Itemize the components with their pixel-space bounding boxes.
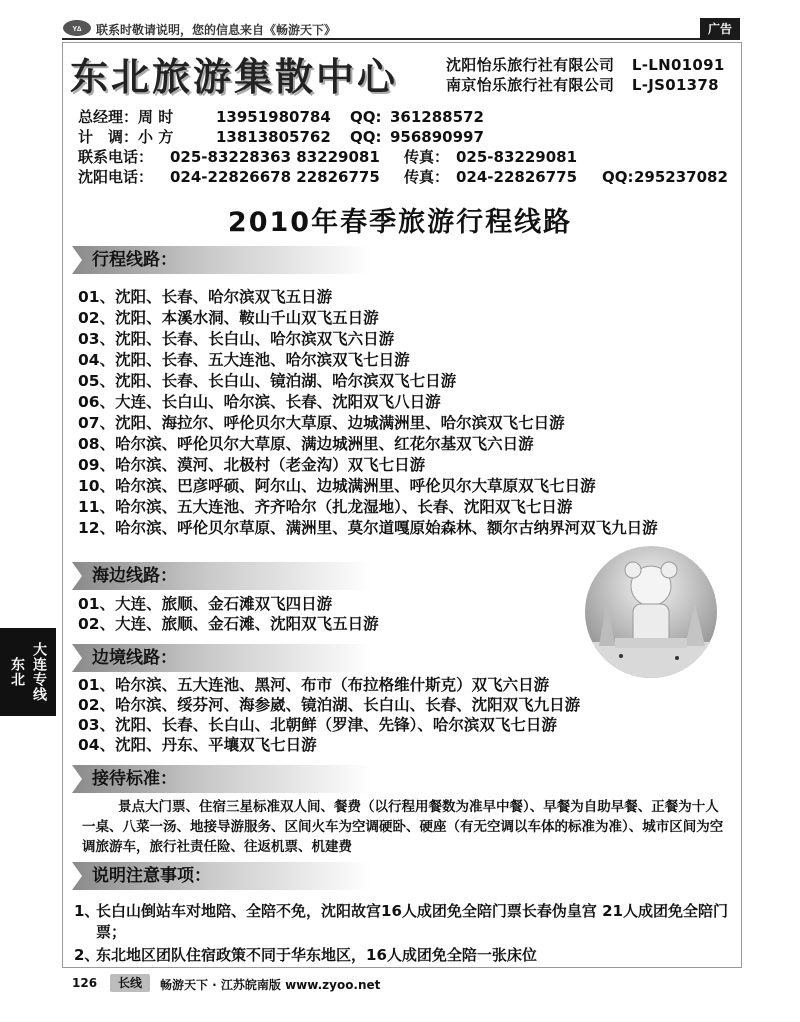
section-heading-standard: 接待标准： xyxy=(72,765,372,793)
route-item: 09、哈尔滨、漠河、北极村（老金沟）双飞七日游 xyxy=(78,456,426,474)
note-text: 长白山倒站车对地陪、全陪不免，沈阳故宫16人成团免全陪门票长春伪皇宫 21人成团免全陪门票； xyxy=(96,902,728,941)
note-number: 1、 xyxy=(74,902,100,920)
contact-label: 总经理：周 时 xyxy=(78,108,174,126)
contact-qq: 295237082 xyxy=(634,168,728,186)
note-item xyxy=(74,901,738,943)
top-note: 联系时敬请说明，您的信息来自《畅游天下》 xyxy=(96,23,337,37)
contact-qq: 361288572 xyxy=(390,108,484,126)
magazine-logo-icon xyxy=(62,18,92,38)
contact-fax: 024-22826775 xyxy=(456,168,578,186)
route-item: 01、沈阳、长春、哈尔滨双飞五日游 xyxy=(78,288,333,306)
standard-text xyxy=(82,797,732,857)
route-item: 04、沈阳、丹东、平壤双飞七日游 xyxy=(78,736,317,754)
contact-label: 传真： xyxy=(404,148,450,166)
main-title: 2010年春季旅游行程线路 xyxy=(227,207,573,238)
route-item: 06、大连、长白山、哈尔滨、长春、沈阳双飞八日游 xyxy=(78,393,441,411)
contact-label: 沈阳电话： xyxy=(78,168,154,186)
side-tab xyxy=(0,628,56,716)
svg-text:Y∆: Y∆ xyxy=(72,26,82,33)
contact-fax: 025-83229081 xyxy=(456,148,578,166)
ad-tag: 广告 xyxy=(700,18,740,40)
top-bar xyxy=(62,18,740,40)
contact-qq: 956890997 xyxy=(390,128,484,146)
section-heading-notes: 说明注意事项： xyxy=(72,862,372,890)
section-heading-itinerary: 行程线路： xyxy=(72,246,372,274)
agency-row xyxy=(446,54,725,75)
contact-label: QQ: xyxy=(350,108,382,126)
contact-label: 传真： xyxy=(404,168,450,186)
route-item: 05、沈阳、长春、长白山、镜泊湖、哈尔滨双飞七日游 xyxy=(78,372,457,390)
agency-name: 沈阳怡乐旅行社有限公司 xyxy=(446,56,615,74)
route-item: 02、哈尔滨、绥芬河、海参崴、镜泊湖、长白山、长春、沈阳双飞九日游 xyxy=(78,696,581,714)
route-item: 02、沈阳、本溪水洞、鞍山千山双飞五日游 xyxy=(78,309,379,327)
route-item: 07、沈阳、海拉尔、呼伦贝尔大草原、边城满洲里、哈尔滨双飞七日游 xyxy=(78,414,565,432)
note-text: 东北地区团队住宿政策不同于华东地区，16人成团免全陪一张床位 xyxy=(96,946,537,964)
header-title: 东北旅游集散中心 xyxy=(70,55,399,99)
section-heading-seaside: 海边线路： xyxy=(72,562,372,590)
standard-paragraph: 景点大门票、住宿三星标准双人间、餐费（以行程用餐数为准早中餐）、早餐为自助早餐、正餐为十人一桌、八菜一汤、地接导游服务、区间火车为空调硬卧、硬座（有无空调以车体的标准为准）、城市区间为空调旅游车，旅行社责任险、往返机票、机建费 xyxy=(82,799,724,855)
agency-license: L-LN01091 xyxy=(631,56,725,74)
route-item: 02、大连、旅顺、金石滩、沈阳双飞五日游 xyxy=(78,615,379,633)
contact-phone: 025-83228363 83229081 xyxy=(170,148,380,166)
contact-label: QQ: xyxy=(602,168,634,186)
footer-badge: 长线 xyxy=(110,974,150,992)
route-item: 12、哈尔滨、呼伦贝尔草原、满洲里、莫尔道嘎原始森林、额尔古纳界河双飞九日游 xyxy=(78,519,658,537)
side-tab-region: 东北 xyxy=(9,657,25,687)
contact-label: 计 调：小 方 xyxy=(78,128,174,146)
agency-license: L-JS01378 xyxy=(631,76,719,94)
route-item: 10、哈尔滨、巴彦呼硕、阿尔山、边城满洲里、呼伦贝尔大草原双飞七日游 xyxy=(78,477,596,495)
route-item: 08、哈尔滨、呼伦贝尔大草原、满边城洲里、红花尔基双飞六日游 xyxy=(78,435,534,453)
route-item: 04、沈阳、长春、五大连池、哈尔滨双飞七日游 xyxy=(78,351,410,369)
publication-info: 畅游天下 · 江苏皖南版 www.zyoo.net xyxy=(160,978,381,992)
contact-phone: 024-22826678 22826775 xyxy=(170,168,380,186)
note-number: 2、 xyxy=(74,946,100,964)
route-item: 11、哈尔滨、五大连池、齐齐哈尔（扎龙湿地）、长春、沈阳双飞七日游 xyxy=(78,498,573,516)
contact-phone: 13951980784 xyxy=(216,108,331,126)
side-tab-line: 大连专线 xyxy=(31,642,47,702)
route-item: 01、哈尔滨、五大连池、黑河、布市（布拉格维什斯克）双飞六日游 xyxy=(78,676,550,694)
page-number: 126 xyxy=(72,976,98,990)
notes-list xyxy=(74,901,738,968)
contact-phone: 13813805762 xyxy=(216,128,331,146)
contact-label: 联系电话： xyxy=(78,148,154,166)
agency-name: 南京怡乐旅行社有限公司 xyxy=(446,76,615,94)
ice-sculpture-photo xyxy=(585,546,717,678)
section-heading-border: 边境线路： xyxy=(72,644,372,672)
route-item: 03、沈阳、长春、长白山、哈尔滨双飞六日游 xyxy=(78,330,395,348)
route-item: 01、大连、旅顺、金石滩双飞四日游 xyxy=(78,595,333,613)
agency-row xyxy=(446,74,719,95)
route-item: 03、沈阳、长春、长白山、北朝鲜（罗津、先锋）、哈尔滨双飞七日游 xyxy=(78,716,557,734)
contact-label: QQ: xyxy=(350,128,382,146)
note-item xyxy=(74,945,738,966)
